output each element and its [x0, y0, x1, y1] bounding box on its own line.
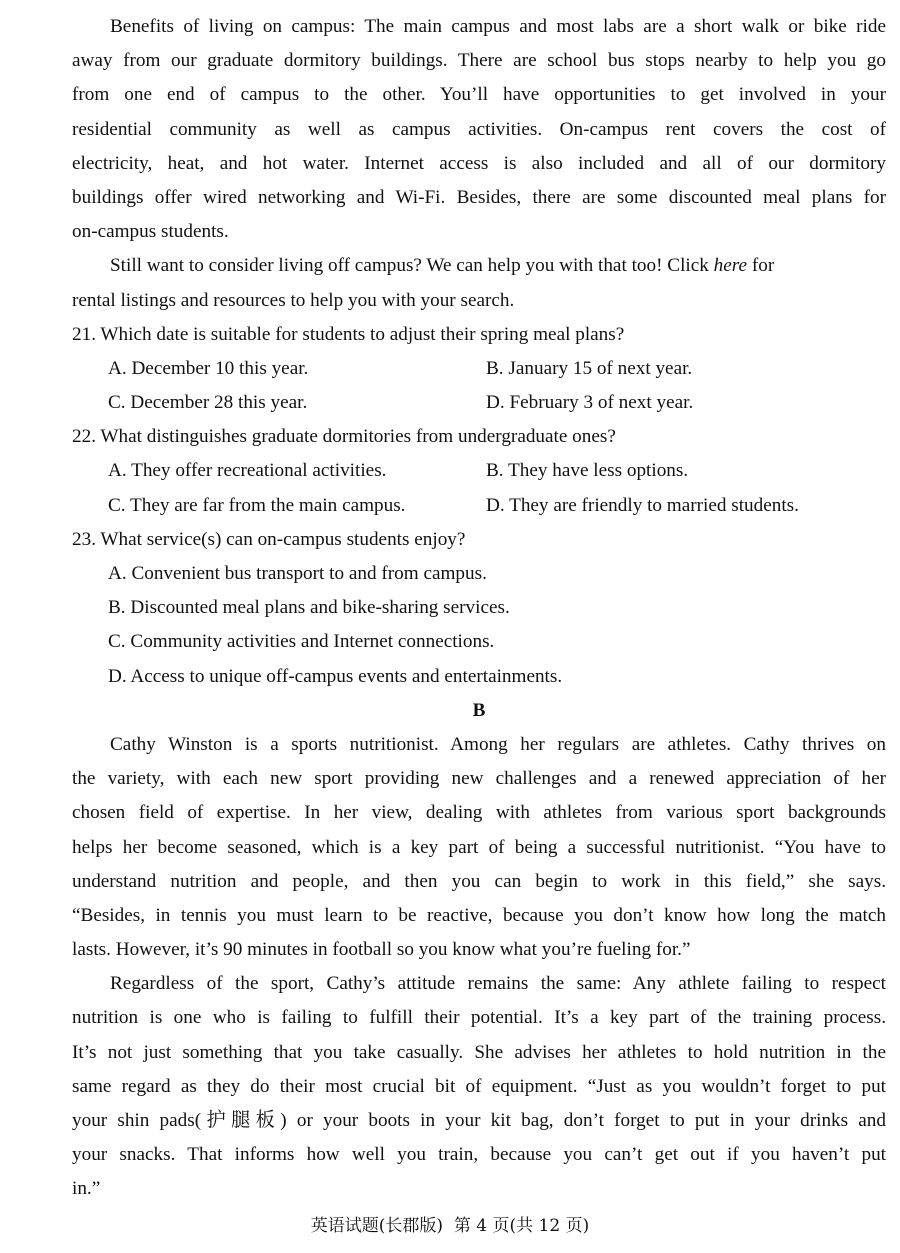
- here-link[interactable]: here: [713, 255, 748, 277]
- text-line: from one end of campus to the other. You’ll have opportunities to get involved in your: [72, 84, 886, 106]
- question-23: [72, 523, 886, 694]
- text-line: rental listings and resources to help you with your search.: [72, 289, 515, 311]
- question-stem: 22. What distinguishes graduate dormitories from undergraduate ones?: [72, 426, 616, 448]
- option-a: A. Convenient bus transport to and from campus.: [108, 563, 487, 584]
- question-21: [72, 318, 886, 421]
- text-line: chosen field of expertise. In her view, dealing with athletes from various sport backgrounds: [72, 802, 886, 824]
- option-row: [72, 386, 886, 420]
- page-footer: 英语试题(长郡版) 第 4 页(共 12 页): [310, 1216, 590, 1236]
- option-b: B. Discounted meal plans and bike-sharing services.: [108, 597, 510, 619]
- text-line: Cathy Winston is a sports nutritionist. Among her regulars are athletes. Cathy thrives on: [110, 733, 886, 755]
- option-c: C. December 28 this year.: [108, 392, 308, 414]
- text-span: for: [747, 255, 775, 277]
- text-line: your shin pads(护腿板) or your boots in your kit bag, don’t forget to put in your drinks and: [72, 1110, 886, 1131]
- document-page: [72, 10, 886, 1207]
- option-b: B. January 15 of next year.: [486, 357, 693, 379]
- option-d: D. They are friendly to married students.: [486, 494, 799, 516]
- option-c: C. Community activities and Internet connections.: [108, 631, 495, 653]
- text-line: the variety, with each new sport providing new challenges and a renewed appreciation of her: [72, 768, 886, 790]
- text-line: on-campus students.: [72, 221, 229, 243]
- text-line: lasts. However, it’s 90 minutes in football so you know what you’re fueling for.”: [72, 939, 691, 961]
- text-line: buildings offer wired networking and Wi-Fi. Besides, there are some discounted meal plans for: [72, 186, 886, 208]
- passage-a-paragraph-1: [72, 10, 886, 249]
- text-line: Regardless of the sport, Cathy’s attitude remains the same: Any athlete failing to respect: [110, 973, 886, 995]
- text-line: your snacks. That informs how well you train, because you can’t get out if you haven’t put: [72, 1144, 886, 1166]
- text-line: electricity, heat, and hot water. Internet access is also included and all of our dormitory: [72, 152, 886, 174]
- question-stem: 23. What service(s) can on-campus students enjoy?: [72, 528, 466, 550]
- text-line: “Besides, in tennis you must learn to be reactive, because you don’t know how long the match: [72, 904, 886, 926]
- question-22: [72, 420, 886, 523]
- text-line: Benefits of living on campus: The main campus and most labs are a short walk or bike ride: [110, 16, 886, 37]
- text-line: It’s not just something that you take casually. She advises her athletes to hold nutrition in the: [72, 1041, 886, 1063]
- section-title: B: [472, 699, 486, 721]
- option-d: D. Access to unique off-campus events and entertainments.: [108, 665, 563, 687]
- text-line: away from our graduate dormitory buildings. There are school bus stops nearby to help you go: [72, 50, 886, 72]
- option-a: A. They offer recreational activities.: [108, 460, 387, 482]
- passage-a-paragraph-2: [72, 249, 886, 317]
- text-line: nutrition is one who is failing to fulfill their potential. It’s a key part of the training process.: [72, 1007, 886, 1029]
- text-line: [72, 249, 886, 283]
- question-stem: 21. Which date is suitable for students to adjust their spring meal plans?: [72, 323, 625, 345]
- text-span: Still want to consider living off campus? We can help you with that too! Click: [110, 255, 714, 277]
- text-line: residential community as well as campus activities. On-campus rent covers the cost of: [72, 118, 886, 140]
- text-line: same regard as they do their most crucial bit of equipment. “Just as you wouldn’t forget to put: [72, 1075, 886, 1097]
- option-c: C. They are far from the main campus.: [108, 494, 406, 516]
- option-row: [72, 489, 886, 523]
- passage-b-paragraph-2: [72, 967, 886, 1206]
- text-line: helps her become seasoned, which is a key part of being a successful nutritionist. “You have to: [72, 836, 886, 858]
- passage-b-paragraph-1: [72, 728, 886, 967]
- option-row: [72, 454, 886, 488]
- text-line: understand nutrition and people, and then you can begin to work in this field,” she says.: [72, 870, 886, 892]
- option-d: D. February 3 of next year.: [486, 392, 694, 414]
- text-line: in.”: [72, 1178, 101, 1200]
- option-a: A. December 10 this year.: [108, 357, 309, 379]
- option-row: [72, 352, 886, 386]
- option-b: B. They have less options.: [486, 460, 689, 482]
